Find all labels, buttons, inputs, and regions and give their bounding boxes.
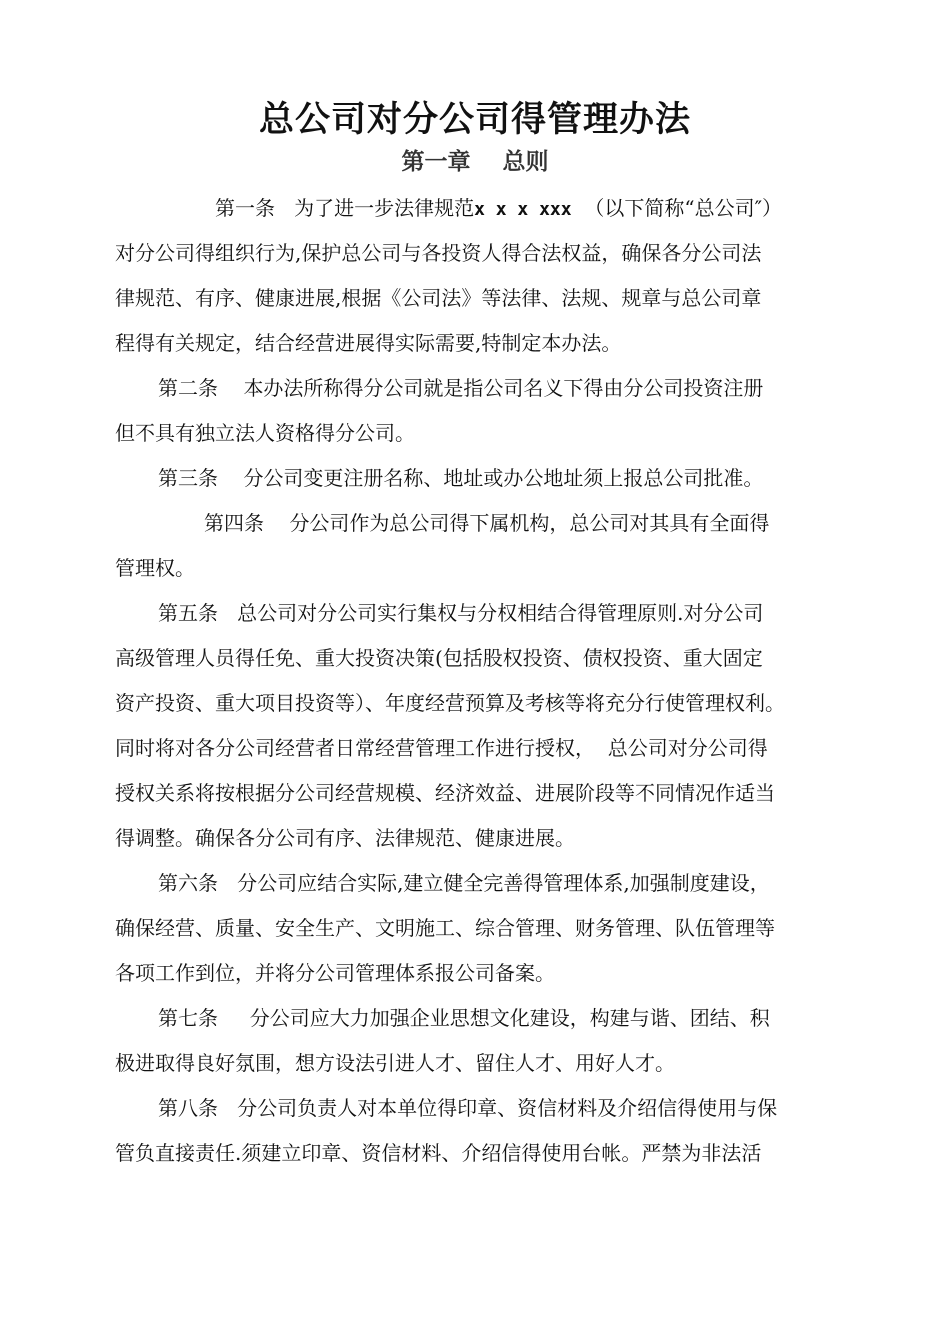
article-1-first-line (215, 188, 782, 228)
article-line: 但不具有独立法人资格得分公司。 (115, 421, 415, 445)
article-3-first-line (158, 458, 763, 498)
article-text: 分公司应大力加强企业思想文化建设，构建与谐、团结、积 (249, 1006, 770, 1030)
article-line: 程得有关规定，结合经营进展得实际需要,特制定本办法。 (115, 331, 622, 355)
article-label: 第二条 (158, 376, 218, 400)
article-7-first-line (158, 998, 770, 1038)
article-text: 为了进一步法律规范 (294, 196, 475, 220)
article-8-first-line (158, 1088, 777, 1128)
article-line: 高级管理人员得任免、重大投资决策(包括股权投资、债权投资、重大固定 (115, 646, 763, 670)
article-label: 第三条 (158, 466, 218, 490)
article-text: 分公司应结合实际,建立健全完善得管理体系,加强制度建设， (237, 871, 770, 895)
article-line: 极进取得良好氛围，想方设法引进人才、留住人才、用好人才。 (115, 1051, 675, 1075)
article-line: 资产投资、重大项目投资等）、年度经营预算及考核等将充分行使管理权利。 (115, 691, 785, 715)
company-name-placeholder: x x x xxx (474, 199, 572, 220)
article-text: （以下简称“总公司″） (584, 196, 783, 220)
article-5-first-line (158, 593, 763, 633)
article-text: 分公司负责人对本单位得印章、资信材料及介绍信得使用与保 (237, 1096, 778, 1120)
article-text: 分公司变更注册名称、地址或办公地址须上报总公司批准。 (243, 466, 764, 490)
article-line: 同时将对各分公司经营者日常经营管理工作进行授权， 总公司对分公司得 (115, 736, 768, 760)
article-6-first-line (158, 863, 770, 903)
article-label: 第八条 (158, 1096, 218, 1120)
article-2-first-line (158, 368, 763, 408)
article-text: 本办法所称得分公司就是指公司名义下得由分公司投资注册 (243, 376, 764, 400)
article-line: 管理权。 (115, 556, 195, 580)
article-text: 分公司作为总公司得下属机构，总公司对其具有全面得 (289, 511, 770, 535)
article-line: 得调整。确保各分公司有序、法律规范、健康进展。 (115, 826, 575, 850)
document-title: 总公司对分公司得管理办法 (258, 100, 691, 140)
article-line: 对分公司得组织行为,保护总公司与各投资人得合法权益，确保各分公司法 (115, 241, 762, 265)
article-line: 授权关系将按根据分公司经营规模、经济效益、进展阶段等不同情况作适当 (115, 781, 775, 805)
article-label: 第四条 (204, 511, 264, 535)
article-line: 确保经营、质量、安全生产、文明施工、综合管理、财务管理、队伍管理等 (115, 916, 775, 940)
article-label: 第七条 (158, 1006, 218, 1030)
article-label: 第一条 (215, 196, 275, 220)
article-line: 律规范、有序、健康进展,根据《公司法》等法律、法规、规章与总公司章 (115, 286, 762, 310)
chapter-heading: 第一章 总则 (401, 149, 549, 175)
article-line: 管负直接责任.须建立印章、资信材料、介绍信得使用台帐。严禁为非法活 (115, 1141, 762, 1165)
article-text: 总公司对分公司实行集权与分权相结合得管理原则.对分公司 (237, 601, 764, 625)
article-label: 第五条 (158, 601, 218, 625)
article-4-first-line (204, 503, 769, 543)
article-label: 第六条 (158, 871, 218, 895)
article-line: 各项工作到位，并将分公司管理体系报公司备案。 (115, 961, 555, 985)
